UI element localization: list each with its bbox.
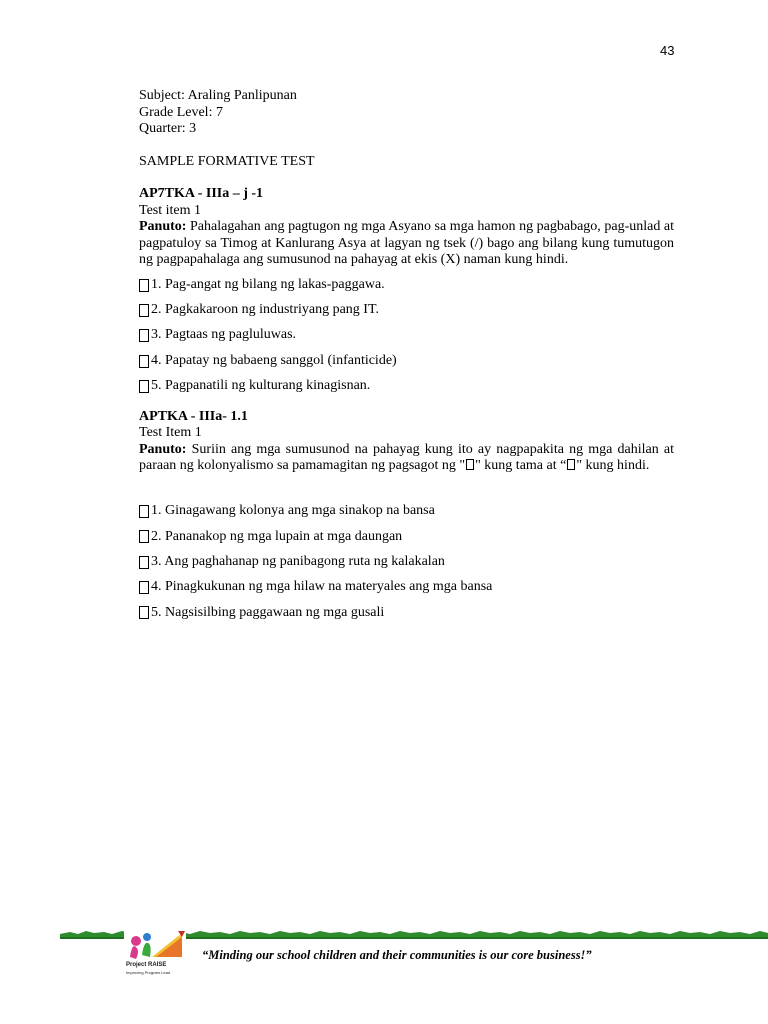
- instruction-text-part3: " kung hindi.: [576, 458, 650, 474]
- list-item: [139, 575, 674, 600]
- list-item: [139, 600, 674, 625]
- instruction-lead: Panuto:: [139, 219, 187, 234]
- logo-text-line1: Project RAISE: [126, 962, 167, 968]
- list-item: [139, 273, 674, 298]
- checkbox-icon[interactable]: [139, 304, 149, 317]
- test-title: SAMPLE FORMATIVE TEST: [139, 153, 315, 169]
- checkbox-icon[interactable]: [139, 380, 149, 393]
- checkbox-icon[interactable]: [139, 279, 149, 292]
- section1-code: AP7TKA - IIIa – j -1: [139, 186, 264, 201]
- list-item: [139, 323, 674, 348]
- checkbox-icon[interactable]: [139, 355, 149, 368]
- checkbox-icon[interactable]: [139, 530, 149, 543]
- logo-text: [126, 962, 170, 976]
- list-item-text: 3. Pagtaas ng pagluluwas.: [151, 327, 297, 343]
- checkbox-icon[interactable]: [139, 556, 149, 569]
- list-item: [139, 524, 674, 549]
- checkbox-icon[interactable]: [139, 606, 149, 619]
- list-item-text: 5. Pagpanatili ng kulturang kinagisnan.: [151, 378, 371, 394]
- missing-glyph-icon: [567, 459, 575, 470]
- checkbox-icon[interactable]: [139, 581, 149, 594]
- list-item: [139, 298, 674, 323]
- section2-instruction: [139, 442, 674, 475]
- section1-test-item: Test item 1: [139, 202, 202, 218]
- checkbox-icon[interactable]: [139, 329, 149, 342]
- list-item-text: 2. Pananakop ng mga lupain at mga daungan: [151, 528, 403, 544]
- list-item-text: 2. Pagkakaroon ng industriyang pang IT.: [151, 302, 379, 318]
- logo-text-line2: Improving Program Lead: [126, 970, 171, 975]
- document-body: [139, 88, 674, 625]
- list-item: [139, 348, 674, 373]
- instruction-lead: Panuto:: [139, 441, 187, 457]
- section2-item-list: [139, 499, 674, 625]
- section1-item-list: [139, 273, 674, 399]
- checkbox-icon[interactable]: [139, 505, 149, 518]
- list-item-text: 5. Nagsisilbing paggawaan ng mga gusali: [151, 604, 385, 620]
- list-item-text: 3. Ang paghahanap ng panibagong ruta ng kalakalan: [151, 553, 445, 569]
- list-item-text: 1. Ginagawang kolonya ang mga sinakop na bansa: [151, 503, 435, 519]
- list-item: [139, 374, 674, 399]
- instruction-text-part1: Suriin ang mga sumusunod na pahayag kung ito ay nagpapakita ng mga dahilan at paraan ng kolonyalismo sa pamamagitan ng pagsagot ng ": [139, 441, 674, 474]
- quarter-line: Quarter: 3: [139, 121, 197, 136]
- subject-line: Subject: Araling Panlipunan: [139, 88, 297, 103]
- section2-test-item: Test Item 1: [139, 425, 202, 441]
- footer-tagline: “Minding our school children and their communities is our core business!”: [202, 948, 592, 962]
- grade-level-line: Grade Level: 7: [139, 104, 223, 120]
- section2-code: APTKA - IIIa- 1.1: [139, 408, 248, 424]
- list-item-text: 4. Papatay ng babaeng sanggol (infanticide): [151, 352, 397, 368]
- list-item-text: 1. Pag-angat ng bilang ng lakas-paggawa.: [151, 276, 385, 292]
- section1-instruction: [139, 219, 674, 269]
- page-number: 43: [660, 43, 675, 58]
- list-item: [139, 550, 674, 575]
- instruction-text: Pahalagahan ang pagtugon ng mga Asyano sa mga hamon ng pagbabago, pag-unlad at pagpatuloy sa Timog at Kanlurang Asya at lagyan ng tsek (/) bago ang bilang kung tumutugon ng pagpapahalaga ang sumusunod na pahayag at ekis (X) naman kung hindi.: [139, 219, 674, 267]
- instruction-text-part2: " kung tama at “: [475, 458, 567, 474]
- list-item-text: 4. Pinagkukunan ng mga hilaw na materyales ang mga bansa: [151, 579, 493, 595]
- list-item: [139, 499, 674, 524]
- missing-glyph-icon: [466, 459, 474, 470]
